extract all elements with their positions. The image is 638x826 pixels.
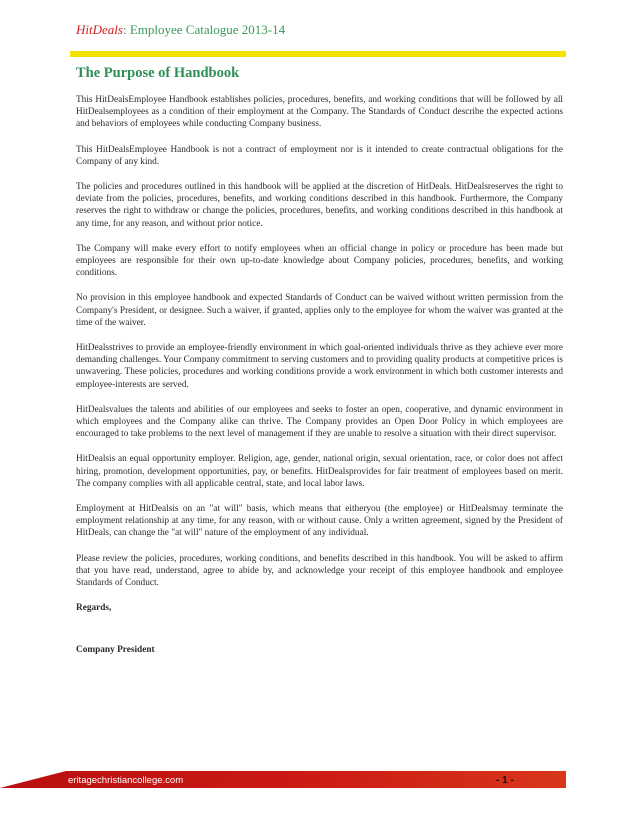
paragraph: This HitDealsEmployee Handbook is not a contract of employment nor is it intended to create contractual obligations for the Company of any kind.	[76, 144, 563, 167]
paragraph: HitDealsis an equal opportunity employer. Religion, age, gender, national origin, sexual orientation, race, or color does not affect hiring, promotion, development opportunities, pay, or benefits. HitDealsprovides for fair treatment of employees based on merit. The company complies with all applicable central, state, and local labor laws.	[76, 454, 563, 489]
paragraph: No provision in this employee handbook and expected Standards of Conduct can be waived without written permission from the Company's President, or designee. Such a waiver, if granted, applies only to the employee for whom the waiver was granted at the time of the waiver.	[76, 293, 563, 328]
paragraph: The Company will make every effort to notify employees when an official change in policy or procedure has been made but employees are responsible for their own up-to-date knowledge about Company policies, procedures, benefits, and working conditions.	[76, 243, 563, 279]
page-number: - 1 -	[496, 775, 514, 786]
header-rule	[70, 51, 566, 57]
running-header	[76, 22, 285, 38]
header-separator: :	[122, 22, 130, 37]
paragraph: HitDealsstrives to provide an employee-friendly environment in which goal-oriented individuals thrive as they achieve ever more demanding challenges. Your Company commitment to serving customers and to providing quality products at competitive prices is unwavering. These policies, procedures and working conditions provide a work environment in which both customer interests and employee-interests are served.	[76, 343, 563, 390]
watermark-text: eritagechristiancollege.com	[68, 775, 184, 786]
paragraph: This HitDealsEmployee Handbook establishes policies, procedures, benefits, and working conditions that will be followed by all HitDealsemployees as a condition of their employment at the Company. The Standards of Conduct describe the expected actions and behaviors of employees while conducting Company business.	[76, 95, 563, 130]
closing-salutation: Regards,	[76, 603, 112, 614]
paragraph: The policies and procedures outlined in this handbook will be applied at the discretion of HitDeals. HitDealsreserves the right to deviate from the policies, procedures, benefits, and working conditions described in this handbook. Furthermore, the Company reserves the right to withdraw or change the policies, procedures, benefits, and working conditions described in this handbook at any time, for any reason, and without prior notice.	[76, 182, 563, 229]
paragraph: Employment at HitDealsis on an "at will" basis, which means that eitheryou (the employee) or HitDealsmay terminate the employment relationship at any time, for any reason, with or without cause. Only a written agreement, signed by the President of HitDeals, can change the "at will" nature of the employment of any individual.	[76, 504, 563, 539]
page-title: The Purpose of Handbook	[76, 65, 240, 81]
paragraph: Please review the policies, procedures, working conditions, and benefits described in this handbook. You will be asked to affirm that you have read, understand, agree to abide by, and acknowledge your receipt of this employee handbook and employee Standards of Conduct.	[76, 553, 563, 589]
header-title: Employee Catalogue 2013-14	[129, 22, 286, 37]
document-body	[76, 94, 563, 685]
footer-bar-cut	[0, 771, 66, 788]
signature: Company President	[76, 644, 155, 655]
paragraph: HitDealsvalues the talents and abilities of our employees and seeks to foster an open, cooperative, and dynamic environment in which employees and the Company alike can thrive. The Company provides an Open Door Policy in which employees are encouraged to take problems to the next level of management if they are unable to resolve a situation with their direct supervisor.	[76, 404, 563, 440]
brand-logo-text: HitDeals	[76, 22, 123, 37]
